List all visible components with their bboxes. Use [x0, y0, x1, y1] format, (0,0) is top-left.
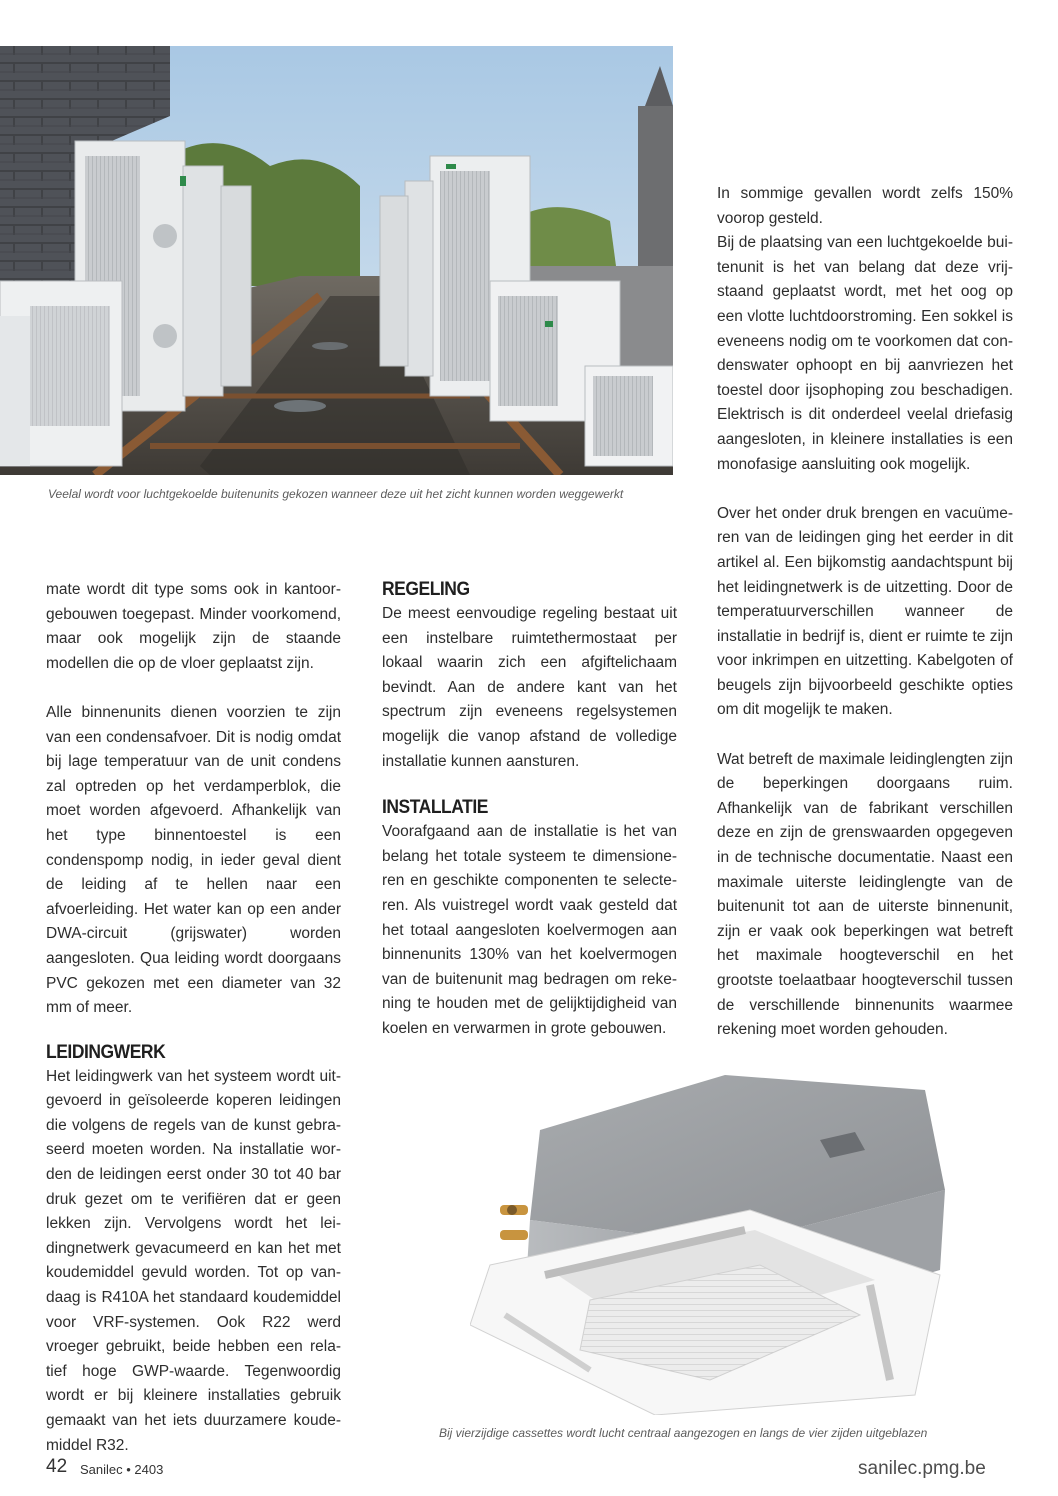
column-right — [717, 182, 1013, 1043]
rooftop-units-photo — [0, 46, 673, 475]
column-left — [46, 578, 341, 1458]
cassette-photo-caption: Bij vierzijdige cassettes wordt lucht centraal aangezogen en langs de vier zijden uitgeblazen — [439, 1426, 928, 1440]
heading-leidingwerk: LEIDINGWERK — [46, 1041, 166, 1063]
column-middle — [382, 578, 677, 1042]
paragraph: Over het onder druk brengen en vacuümeren van de leidingen ging het eerder in dit artikel al. Een bijkomstig aandachtspunt bij het leidingnetwerk is de uitzetting. Door de temperatuurverschillen wanneer de installatie in bedrijf is, dient er ruimte te zijn voor inkrimpen en uitzetting. Kabelgoten of beugels zijn bijvoorbeeld geschikte opties om dit mogelijk te maken. — [717, 504, 1013, 719]
paragraph: Voorafgaand aan de installatie is het van belang het totale systeem te dimensioneren en geschikte componenten te selecteren. Als vuistregel wordt vaak gesteld dat het totaal aangesloten koelvermogen aan binnenunits 130% van het koelvermogen van de buitenunit mag bedragen om rekening te houden met de gelijktijdigheid van koelen en verwarmen in grote gebouwen. — [382, 823, 677, 1037]
paragraph: In sommige gevallen wordt zelfs 150% voorop gesteld. — [717, 185, 1013, 227]
magazine-issue: Sanilec • 2403 — [80, 1462, 164, 1477]
paragraph: Alle binnenunits dienen voorzien te zijn van een condensafvoer. Dit is nodig omdat bij lage temperatuur van de unit condens zal optreden op het verdamperblok, die moet worden afgevoerd. Afhankelijk van het type binnentoestel is een condenspomp nodig, in ieder geval dient de leiding af te hellen naar een afvoerleiding. Het water kan op een ander DWA-circuit (grijswater) worden aangesloten. Qua leiding wordt doorgaans PVC gekozen met een diameter van 32 mm of meer. — [46, 703, 341, 1017]
page-number: 42 — [46, 1456, 68, 1477]
top-photo-caption: Veelal wordt voor luchtgekoelde buitenunits gekozen wanneer deze uit het zicht kunnen worden weggewerkt — [48, 487, 624, 501]
paragraph: De meest eenvoudige regeling bestaat uit een instelbare ruimtethermostaat per lokaal waarin zich een afgiftelichaam bevindt. Aan de andere kant van het spectrum zijn eveneens regelsystemen mogelijk die vanop afstand de volledige installatie kunnen aansturen. — [382, 605, 677, 770]
paragraph: Bij de plaatsing van een luchtgekoelde buitenunit is het van belang dat deze vrijstaand geplaatst wordt, met het oog op een vlotte luchtdoorstroming. Een sokkel is eveneens nodig om te voorkomen dat condenswater ophoopt en bij aanvriezen het toestel door ijsophoping zou beschadigen. Elektrisch is dit onderdeel veelal driefasig aangesloten, in kleinere installaties is een monofasige aansluiting ook mogelijk. — [717, 234, 1013, 473]
paragraph: Wat betreft de maximale leidinglengten zijn de beperkingen doorgaans ruim. Afhankelijk van de fabrikant verschillen deze en zijn de grenswaarden opgegeven in de technische documentatie. Naast een maximale uiterste leidinglengte van de buitenunit tot aan de uiterste binnenunit, zijn er vaak ook beperkingen wat betreft het maximale hoogteverschil en het grootste toelaatbaar hoogteverschil tussen de verschillende binnenunits waarmee rekening moet worden gehouden. — [717, 750, 1013, 1039]
paragraph: mate wordt dit type soms ook in kantoorgebouwen toegepast. Minder voorkomend, maar ook mogelijk zijn de staande modellen die op de vloer geplaatst zijn. — [46, 581, 341, 672]
paragraph: Het leidingwerk van het systeem wordt uitgevoerd in geïsoleerde koperen leidingen die volgens de regels van de kunst gebraseerd moeten worden. Na installatie worden de leidingen eerst onder 30 tot 40 bar druk gezet om te verifiëren dat er geen lekken zijn. Vervolgens wordt het leidingnetwerk gevacumeerd en kan het met koudemiddel gevuld worden. Tot op vandaag is R410A het standaard koudemiddel voor VRF-systemen. Ook R22 werd vroeger gebruikt, beide hebben een relatief hoge GWP-waarde. Tegenwoordig wordt er bij kleinere installaties gebruik gemaakt van het iets duurzamere koudemiddel R32. — [46, 1067, 341, 1454]
cassette-unit-photo — [470, 1070, 970, 1415]
heading-installatie: INSTALLATIE — [382, 797, 488, 819]
website-link[interactable]: sanilec.pmg.be — [858, 1458, 986, 1479]
heading-regeling: REGELING — [382, 579, 470, 600]
